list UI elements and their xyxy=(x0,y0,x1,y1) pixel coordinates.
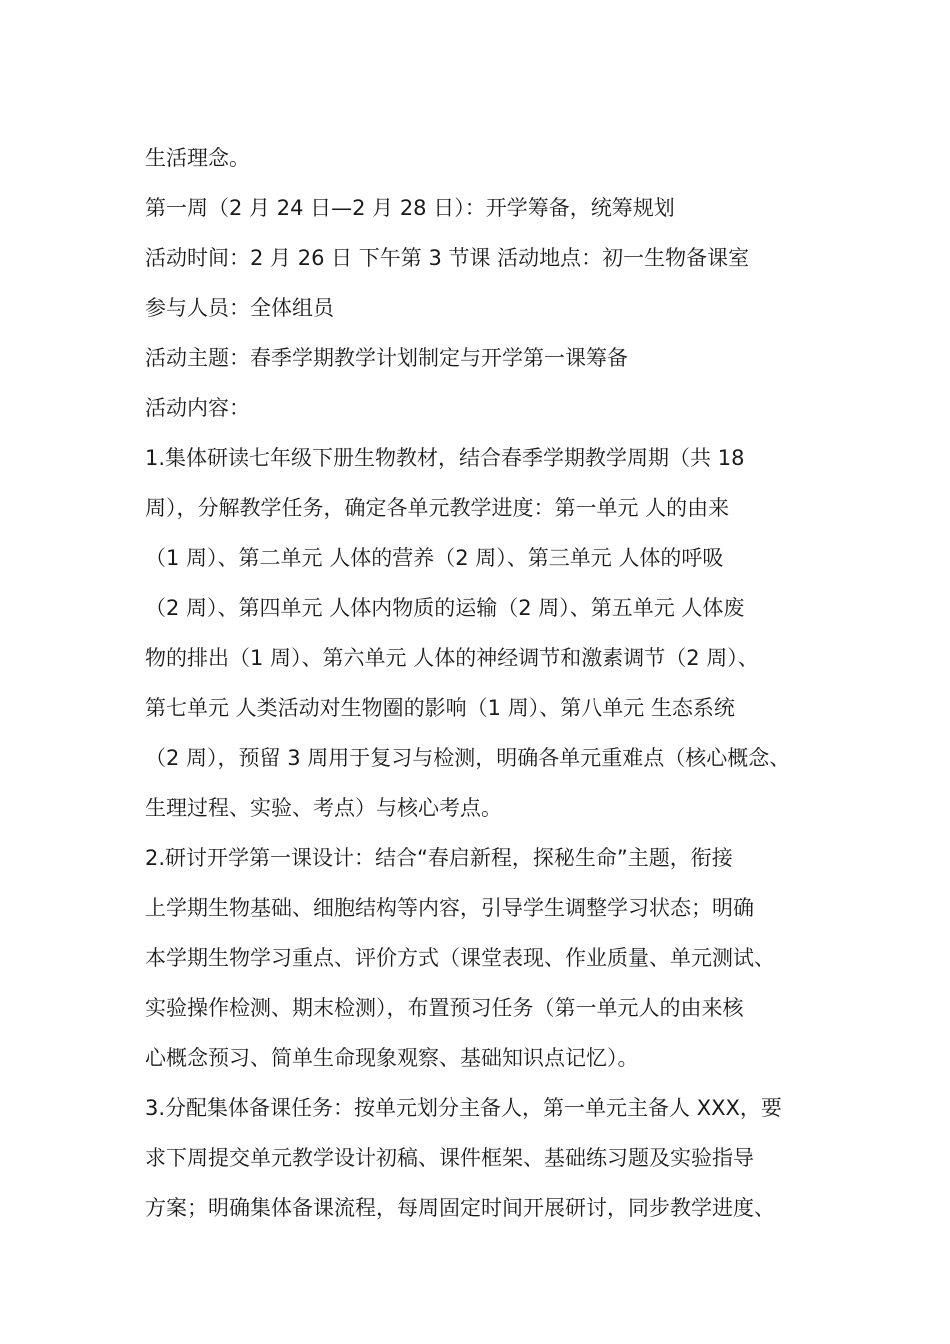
text-line: 第七单元 人类活动对生物圈的影响（1 周）、第八单元 生态系统 xyxy=(145,696,735,720)
text-line: 周），分解教学任务，确定各单元教学进度：第一单元 人的由来 xyxy=(145,496,730,520)
text-line: 方案；明确集体备课流程，每周固定时间开展研讨，同步教学进度、 xyxy=(145,1196,775,1220)
text-line: 活动时间：2 月 26 日 下午第 3 节课 活动地点：初一生物备课室 xyxy=(145,246,750,270)
text-line: （2 周），预留 3 周用于复习与检测，明确各单元重难点（核心概念、 xyxy=(145,746,791,770)
text-line: （2 周）、第四单元 人体内物质的运输（2 周）、第五单元 人体废 xyxy=(145,596,745,620)
text-line: 1.集体研读七年级下册生物教材，结合春季学期教学周期（共 18 xyxy=(145,446,745,470)
text-line: 本学期生物学习重点、评价方式（课堂表现、作业质量、单元测试、 xyxy=(145,946,775,970)
text-line: 活动内容： xyxy=(145,396,250,420)
text-line: 参与人员：全体组员 xyxy=(145,296,334,320)
text-line: 物的排出（1 周）、第六单元 人体的神经调节和激素调节（2 周）、 xyxy=(145,646,759,670)
text-line: 生理过程、实验、考点）与核心考点。 xyxy=(145,796,502,820)
document-body xyxy=(145,133,825,1233)
text-line: 生活理念。 xyxy=(145,146,250,170)
text-line: 实验操作检测、期末检测），布置预习任务（第一单元人的由来核 xyxy=(145,996,744,1020)
text-line: 2.研讨开学第一课设计：结合“春启新程，探秘生命”主题，衔接 xyxy=(145,846,733,870)
text-line: （1 周）、第二单元 人体的营养（2 周）、第三单元 人体的呼吸 xyxy=(145,546,724,570)
text-line: 3.分配集体备课任务：按单元划分主备人，第一单元主备人 XXX，要 xyxy=(145,1096,782,1120)
text-line: 求下周提交单元教学设计初稿、课件框架、基础练习题及实验指导 xyxy=(145,1146,754,1170)
text-line: 第一周（2 月 24 日—2 月 28 日）：开学筹备，统筹规划 xyxy=(145,196,675,220)
text-line: 活动主题：春季学期教学计划制定与开学第一课筹备 xyxy=(145,346,628,370)
text-line: 上学期生物基础、细胞结构等内容，引导学生调整学习状态；明确 xyxy=(145,896,754,920)
text-line: 心概念预习、简单生命现象观察、基础知识点记忆）。 xyxy=(145,1046,639,1070)
